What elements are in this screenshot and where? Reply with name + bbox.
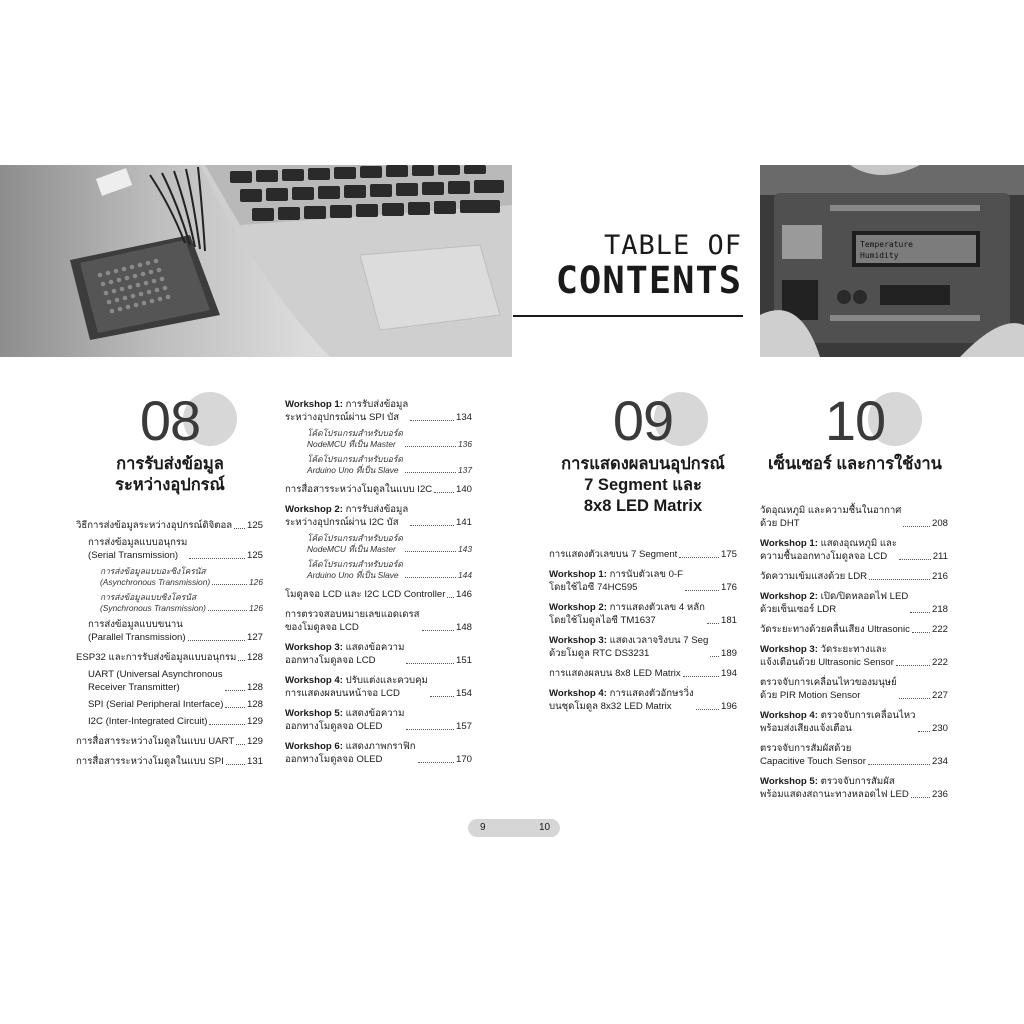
toc-entry-title [549,634,708,660]
toc-entry [549,601,737,627]
toc-entry-title [285,588,445,601]
page-number-right: 10 [539,822,551,833]
toc-entry-title [760,504,901,530]
toc-entry [285,428,472,450]
toc-leader-dots [911,797,930,798]
photo-led-matrix-laptop [0,165,512,357]
toc-entry-text: การส่งข้อมูลแบบอะซิงโครนัส (Asynchronous Transmission) [100,566,211,587]
toc-page-number: 157 [455,721,472,732]
toc-entry-title [88,536,187,562]
toc-page-number: 125 [246,520,263,531]
toc-entry-workshop-label: Workshop 3: [760,644,818,655]
toc-leader-dots [696,709,719,710]
title-rule [513,315,743,317]
toc-entry-title [285,641,404,667]
toc-entry [760,742,948,768]
toc-entry-text: การสื่อสารระหว่างโมดูลในแบบ UART [76,736,235,747]
toc-entry-text: การส่งข้อมูลแบบอนุกรม (Serial Transmission) [88,537,188,561]
chapter-10-title: เซ็นเซอร์ และการใช้งาน [768,455,942,473]
toc-entry-title [76,651,236,664]
toc-leader-dots [685,590,719,591]
page-number-left: 9 [480,822,486,833]
toc-leader-dots [236,744,245,745]
toc-entry-title [549,667,681,680]
toc-entry-workshop-label: Workshop 1: [549,569,607,580]
chapter-09-header [548,390,738,517]
toc-leader-dots [208,610,247,611]
toc-page-number: 176 [720,582,737,593]
toc-leader-dots [683,676,719,677]
toc-entry-text: โมดูลจอ LCD และ I2C LCD Controller [285,589,446,600]
toc-entry-text: แสดงข้อความ ออกทางโมดูลจอ LCD [285,642,405,666]
toc-entry-workshop-label: Workshop 4: [285,675,343,686]
toc-entry-title [760,570,867,583]
chapter-08-number: 08 [80,390,260,452]
toc-leader-dots [405,446,456,447]
toc-entry-text: ESP32 และการรับส่งข้อมูลแบบอนุกรม [76,652,237,663]
toc-entry-text: การแสดงผลบน 8x8 LED Matrix [549,668,681,679]
toc-leader-dots [188,640,245,641]
toc-entry [285,588,472,601]
toc-leader-dots [710,656,719,657]
toc-entry-workshop-label: Workshop 5: [285,708,343,719]
toc-entry [760,590,948,616]
toc-title-line-2: CONTENTS [555,259,742,302]
toc-page-number: 128 [246,652,263,663]
toc-entry-text: การรับส่งข้อมูล ระหว่างอุปกรณ์ผ่าน I2C บัส [285,504,409,528]
toc-page-number: 134 [455,412,472,423]
toc-entry-title [88,698,223,711]
toc-entry-text: ตรวจจับการสัมผัสด้วย Capacitive Touch Sensor [760,743,866,767]
toc-leader-dots [899,559,931,560]
toc-entry-text: โค้ดโปรแกรมสำหรับบอร์ด Arduino Uno ที่เป็น Slave [307,454,403,475]
toc-page-number: 222 [931,624,948,635]
toc-entry-text: การแสดงตัวอักษรวิ่ง บนชุดโมดูล 8x32 LED Matrix [549,688,694,712]
toc-page-number: 126 [249,577,263,587]
toc-leader-dots [869,579,930,580]
toc-leader-dots [434,492,454,493]
toc-page-number: 143 [458,544,472,554]
toc-entry [760,504,948,530]
toc-page-number: 222 [931,657,948,668]
toc-entry [549,568,737,594]
toc-entry-title [760,643,894,669]
chapter-10-header [760,390,950,475]
toc-entry [76,536,263,562]
toc-page-number: 128 [246,699,263,710]
toc-page-number: 129 [246,716,263,727]
toc-entry-title [285,503,408,529]
toc-entry-workshop-label: Workshop 2: [549,602,607,613]
toc-entry-text: ตรวจจับการสัมผัส พร้อมแสดงสถานะทางหลอดไฟ LED [760,776,909,800]
toc-entry-text: การส่งข้อมูลแบบขนาน (Parallel Transmission) [88,619,186,643]
toc-entry [76,651,263,664]
toc-leader-dots [447,597,454,598]
toc-leader-dots [234,528,245,529]
toc-entry-text: การตรวจสอบหมายเลขแอดเดรส ของโมดูลจอ LCD [285,609,420,633]
toc-entry-text: วัดระยะทางและ แจ้งเตือนด้วย Ultrasonic Sensor [760,644,894,668]
toc-entry-text: การสื่อสารระหว่างโมดูลในแบบ SPI [76,756,224,767]
toc-entry [760,570,948,583]
toc-entry-title [760,775,909,801]
toc-entry-title [88,715,207,728]
toc-entry-title [76,755,224,768]
toc-entry-title [76,735,234,748]
toc-entry [285,707,472,733]
chapter-08-title: การรับส่งข้อมูล ระหว่างอุปกรณ์ [115,455,225,494]
toc-entry-title [760,537,897,563]
toc-entry [76,715,263,728]
toc-entry-title [760,676,897,702]
toc-entry-title [549,548,677,561]
toc-entry-text: เปิด/ปิดหลอดไฟ LED ด้วยเซ็นเซอร์ LDR [760,591,909,615]
toc-entry-text: แสดงอุณหภูมิ และ ความชื้นออกทางโมดูลจอ LCD [760,538,898,562]
toc-leader-dots [422,630,454,631]
toc-page-number: 131 [246,756,263,767]
toc-entry-title [76,519,232,532]
toc-entry-workshop-label: Workshop 3: [285,642,343,653]
toc-entry-text: โค้ดโปรแกรมสำหรับบอร์ด Arduino Uno ที่เป็น Slave [307,559,403,580]
toc-entry [76,566,263,588]
lcd-line-1: Temperature [860,240,913,249]
toc-entry-title [285,674,428,700]
toc-title-line-1: TABLE OF [603,230,742,261]
toc-leader-dots [707,623,719,624]
arduino-lcd-illustration [760,165,1024,357]
toc-entry-title [307,559,403,581]
toc-page-number: 128 [246,682,263,693]
toc-entry-text: ปรับแต่งและควบคุม การแสดงผลบนหน้าจอ LCD [285,675,428,699]
toc-page-number: 148 [455,622,472,633]
toc-entry-title [285,608,420,634]
toc-entry-title [760,742,866,768]
toc-leader-dots [410,420,454,421]
toc-entry-text: การนับตัวเลข 0-F โดยใช้ไอซี 74HC595 [549,569,683,593]
toc-leader-dots [679,557,719,558]
toc-page-number: 129 [246,736,263,747]
toc-page-number: 218 [931,604,948,615]
toc-entry-title [307,533,403,555]
toc-leader-dots [430,696,454,697]
toc-entry [760,623,948,636]
toc-entry-text: วัดอุณหภูมิ และความชื้นในอากาศ ด้วย DHT [760,505,902,529]
toc-page-number: 127 [246,632,263,643]
toc-entry-text: แสดงภาพกราฟิก ออกทางโมดูลจอ OLED [285,741,416,765]
toc-page-number: 140 [455,484,472,495]
toc-entry-text: การรับส่งข้อมูล ระหว่างอุปกรณ์ผ่าน SPI บัส [285,399,409,423]
toc-page-number: 189 [720,648,737,659]
toc-entry-title [307,428,403,450]
chapter-10-number: 10 [760,390,950,452]
toc-entry-text: วิธีการส่งข้อมูลระหว่างอุปกรณ์ดิจิตอล [76,520,233,531]
toc-entry [76,755,263,768]
toc-page-number: 175 [720,549,737,560]
toc-entry-text: ตรวจจับการเคลื่อนไหวของมนุษย์ ด้วย PIR Motion Sensor [760,677,897,701]
toc-page-number: 208 [931,518,948,529]
toc-entry-text: โค้ดโปรแกรมสำหรับบอร์ด NodeMCU ที่เป็น Master [307,533,403,554]
toc-leader-dots [410,525,454,526]
toc-entry [549,667,737,680]
toc-page-number: 126 [249,603,263,613]
toc-leader-dots [903,526,930,527]
toc-leader-dots [238,660,245,661]
toc-leader-dots [405,551,456,552]
toc-entry-workshop-label: Workshop 6: [285,741,343,752]
chapter-09-title: การแสดงผลบนอุปกรณ์ 7 Segment และ 8x8 LED Matrix [561,455,725,515]
toc-entry [549,634,737,660]
chapter-08-entries [76,519,263,768]
toc-entry [760,643,948,669]
toc-entry-text: การส่งข้อมูลแบบซิงโครนัส (Synchronous Transmission) [100,592,206,613]
toc-leader-dots [405,577,456,578]
toc-page-number: 144 [458,570,472,580]
toc-leader-dots [912,632,930,633]
toc-leader-dots [899,698,930,699]
toc-entry [760,775,948,801]
chapter-09-number: 09 [548,390,738,452]
lcd-line-2: Humidity [860,251,899,260]
toc-entry-title [88,618,186,644]
toc-entry [285,454,472,476]
toc-leader-dots [189,558,245,559]
toc-entry-text: ตรวจจับการเคลื่อนไหว พร้อมส่งเสียงแจ้งเตือน [760,710,916,734]
toc-entry-text: การแสดงตัวเลขบน 7 Segment [549,549,678,560]
toc-entry-title [285,740,416,766]
chapter-10-entries [760,504,948,801]
toc-entry-workshop-label: Workshop 4: [549,688,607,699]
toc-page-number: 154 [455,688,472,699]
toc-entry [76,519,263,532]
toc-entry-title [285,483,432,496]
toc-entry-title [549,568,683,594]
toc-leader-dots [418,762,454,763]
toc-leader-dots [209,724,245,725]
toc-entry [285,559,472,581]
toc-leader-dots [406,729,454,730]
toc-entry-text: UART (Universal Asynchronous Receiver Transmitter) [88,669,223,693]
toc-entry [285,503,472,529]
toc-entry-text: โค้ดโปรแกรมสำหรับบอร์ด NodeMCU ที่เป็น Master [307,428,403,449]
toc-entry-workshop-label: Workshop 4: [760,710,818,721]
toc-entry-workshop-label: Workshop 2: [760,591,818,602]
toc-entry [285,533,472,555]
toc-entry [76,618,263,644]
toc-entry [549,548,737,561]
toc-entry-title [100,592,206,614]
toc-page-number: 125 [246,550,263,561]
toc-page-number: 227 [931,690,948,701]
toc-leader-dots [910,612,930,613]
toc-entry-title [285,398,408,424]
toc-leader-dots [225,707,245,708]
toc-page-number: 146 [455,589,472,600]
toc-entry-text: วัดระยะทางด้วยคลื่นเสียง Ultrasonic [760,624,910,635]
toc-entry-text: การสื่อสารระหว่างโมดูลในแบบ I2C [285,484,433,495]
toc-entry-text: I2C (Inter-Integrated Circuit) [88,716,208,727]
toc-page-number: 181 [720,615,737,626]
toc-page-number: 216 [931,571,948,582]
toc-page-number: 170 [455,754,472,765]
toc-entry [285,483,472,496]
toc-entry [760,537,948,563]
toc-entry [285,740,472,766]
toc-entry [285,608,472,634]
toc-page-number: 230 [931,723,948,734]
toc-page-number: 234 [931,756,948,767]
toc-entry-title [285,707,404,733]
toc-entry [76,592,263,614]
toc-entry-workshop-label: Workshop 2: [285,504,343,515]
photo-arduino-lcd [760,165,1024,357]
toc-entry [76,735,263,748]
toc-page-number: 136 [458,439,472,449]
toc-page-number: 196 [720,701,737,712]
chapter-08-header [80,390,260,496]
toc-leader-dots [225,690,245,691]
toc-entry [285,398,472,424]
page-number-pill [468,819,560,837]
toc-entry-title [307,454,403,476]
toc-page-number: 211 [932,551,948,562]
toc-entry-text: แสดงข้อความ ออกทางโมดูลจอ OLED [285,708,405,732]
toc-leader-dots [405,472,456,473]
toc-entry [285,641,472,667]
toc-page-number: 141 [455,517,472,528]
toc-leader-dots [868,764,930,765]
toc-page-number: 236 [931,789,948,800]
chapter-09-entries [549,548,737,713]
toc-leader-dots [406,663,454,664]
toc-leader-dots [896,665,930,666]
chapter-08-entries-continued [285,398,472,766]
toc-entry-title [100,566,210,588]
toc-entry-title [549,601,705,627]
toc-entry-title [88,668,223,694]
led-matrix-laptop-illustration [0,165,512,357]
toc-entry-workshop-label: Workshop 5: [760,776,818,787]
toc-page-number: 194 [720,668,737,679]
toc-entry [549,687,737,713]
toc-entry-title [760,623,910,636]
toc-entry-text: การแสดงตัวเลข 4 หลัก โดยใช้โมดูลไอซี TM1637 [549,602,705,626]
toc-entry-workshop-label: Workshop 1: [285,399,343,410]
toc-entry [76,698,263,711]
toc-leader-dots [212,584,247,585]
toc-leader-dots [918,731,930,732]
toc-leader-dots [226,764,245,765]
toc-entry-title [760,590,908,616]
toc-entry-title [760,709,916,735]
toc-entry-text: SPI (Serial Peripheral Interface) [88,699,224,710]
toc-page-number: 151 [455,655,472,666]
toc-entry-workshop-label: Workshop 1: [760,538,818,549]
toc-entry-workshop-label: Workshop 3: [549,635,607,646]
toc-entry-title [549,687,694,713]
toc-entry-text: วัดความเข้มแสงด้วย LDR [760,571,868,582]
toc-entry [76,668,263,694]
toc-entry [760,709,948,735]
toc-entry [285,674,472,700]
toc-entry-text: แสดงเวลาจริงบน 7 Seg ด้วยโมดูล RTC DS3231 [549,635,709,659]
toc-entry [760,676,948,702]
toc-page-number: 137 [458,465,472,475]
